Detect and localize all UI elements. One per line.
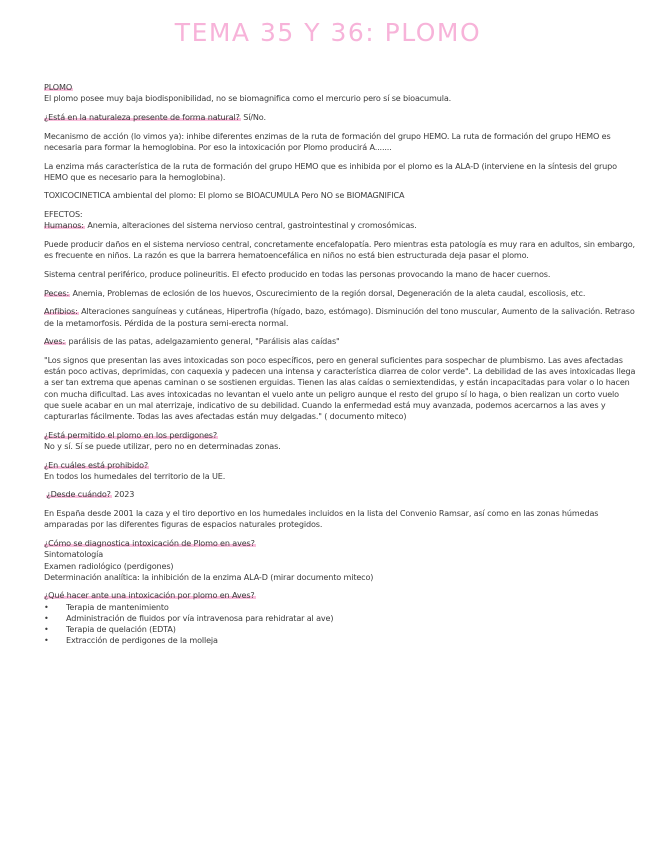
- notes-body: [44, 82, 636, 646]
- humans-label: Humanos:: [44, 220, 84, 231]
- since-question: ¿Desde cuándo?: [46, 489, 111, 500]
- natural-answer: Sí/No.: [243, 111, 266, 122]
- bird-effects: [44, 336, 636, 347]
- enzyme-paragraph: La enzima más característica de la ruta de formación del grupo HEMO que es inhibida por el plomo es la ALA-D (interviene en la síntesis del grupo HEMO que es necesario para la hemoglobina).: [44, 160, 617, 182]
- treatment-question-text: ¿Qué hacer ante una intoxicación por plomo en Aves?: [44, 590, 255, 601]
- birds-text: parálisis de las patas, adelgazamiento general, "Parálisis alas caídas": [68, 336, 340, 347]
- allowed-question-text: ¿Está permitido el plomo en los perdigones?: [44, 429, 218, 440]
- natural-section: [44, 112, 636, 123]
- list-item: • Administración de fluidos por vía intravenosa para rehidratar al ave): [44, 613, 636, 624]
- natural-question: ¿Está en la naturaleza presente de forma natural?: [44, 111, 240, 122]
- intro-heading: [44, 82, 636, 93]
- list-item: • Terapia de quelación (EDTA): [44, 624, 636, 635]
- prohibited-question-text: ¿En cuáles está prohibido?: [44, 459, 149, 470]
- cns-paragraph: Puede producir daños en el sistema nervioso central, concretamente encefalopatía. Pero mientras esta patología es muy rara en adultos, sin embargo, es frecuente en niños. La razón es que la barrera hematoencefálica en niños no está bien estructurada deja pasar el plomo.: [44, 239, 635, 261]
- list-item: • Extracción de perdigones de la molleja: [44, 635, 636, 646]
- list-item: • Terapia de mantenimiento: [44, 602, 636, 613]
- since-answer: 2023: [114, 489, 135, 500]
- diagnosis-item: Examen radiológico (perdigones): [44, 560, 174, 571]
- prohibited-question: [44, 460, 636, 471]
- allowed-answer: No y sí. Sí se puede utilizar, pero no en determinadas zonas.: [44, 440, 281, 451]
- treatment-list: [44, 602, 636, 647]
- birds-label: Aves:: [44, 336, 66, 347]
- humans-text: Anemia, alteraciones del sistema nervioso central, gastrointestinal y cromosómicas.: [87, 220, 417, 231]
- quote-paragraph: "Los signos que presentan las aves intoxicadas son poco específicos, pero en general suficientes para sospechar de plumbismo. Las aves afectadas están poco activas, deprimidas, con caquexia y padecen una intensa y característica diarrea de color verde". La debilidad de las aves intoxicadas llega a ser tan extrema que apenas caminan o se sostienen erguidas. Tienen las alas caídas o semiextendidas, y están incapacitadas para volar o lo hacen con mucha dificultad. Las aves intoxicadas no levantan el vuelo ante un peligro aunque el resto del grupo sí lo haga, o bien realizan un corto vuelo que suele acabar en un mal aterrizaje, indicativo de su debilidad. Cuando la enfermedad está muy avanzada, podemos acercarnos a las aves y capturarlas fácilmente. Todas las aves afectadas están muy delgadas." ( documento miteco): [44, 354, 636, 421]
- mechanism-paragraph: Mecanismo de acción (lo vimos ya): inhibe diferentes enzimas de la ruta de formación del grupo HEMO. La ruta de formación del grupo HEMO es necesaria para formar la hemoglobina. Por eso la intoxicación por Plomo producirá A.......: [44, 130, 611, 152]
- amphibians-text: Alteraciones sanguíneas y cutáneas, Hipertrofia (hígado, bazo, estómago). Disminución del tono muscular, Aumento de la salivación. Retraso de la metamorfosis. Pérdida de la postura semi-erecta normal.: [44, 306, 635, 328]
- plomo-heading: PLOMO: [44, 82, 73, 92]
- fish-label: Peces:: [44, 287, 70, 298]
- amphibians-label: Anfibios:: [44, 306, 78, 317]
- peripheral-paragraph: Sistema central periférico, produce polineuritis. El efecto producido en todas las personas provocando la mano de hacer cuernos.: [44, 268, 551, 279]
- treatment-question: [44, 590, 636, 601]
- diagnosis-question: [44, 538, 636, 549]
- humans-effects: [44, 220, 636, 231]
- page-title: TEMA 35 Y 36: PLOMO: [174, 18, 482, 47]
- fish-text: Anemia, Problemas de eclosión de los huevos, Oscurecimiento de la región dorsal, Degeneración de la aleta caudal, escoliosis, etc.: [72, 287, 586, 298]
- since-section: [44, 489, 636, 500]
- amphibian-effects: [44, 306, 636, 328]
- diagnosis-question-text: ¿Cómo se diagnostica intoxicación de Plomo en aves?: [44, 538, 255, 549]
- intro-text: El plomo posee muy baja biodisponibilidad, no se biomagnifica como el mercurio pero sí se bioacumula.: [44, 93, 452, 104]
- diagnosis-item: Determinación analítica: la inhibición de la enzima ALA-D (mirar documento miteco): [44, 571, 374, 582]
- toxicokinetics-paragraph: TOXICOCINETICA ambiental del plomo: El plomo se BIOACUMULA Pero NO se BIOMAGNIFICA: [44, 190, 405, 201]
- diagnosis-item: Sintomatología: [44, 549, 104, 560]
- spain-paragraph: En España desde 2001 la caza y el tiro deportivo en los humedales incluidos en la lista del Convenio Ramsar, así como en las zonas húmedas amparadas por las diferentes figuras de espacios naturales protegidos.: [44, 508, 599, 530]
- allowed-question: [44, 430, 636, 441]
- effects-label: EFECTOS:: [44, 209, 83, 220]
- prohibited-answer: En todos los humedales del territorio de la UE.: [44, 470, 226, 481]
- fish-effects: [44, 288, 636, 299]
